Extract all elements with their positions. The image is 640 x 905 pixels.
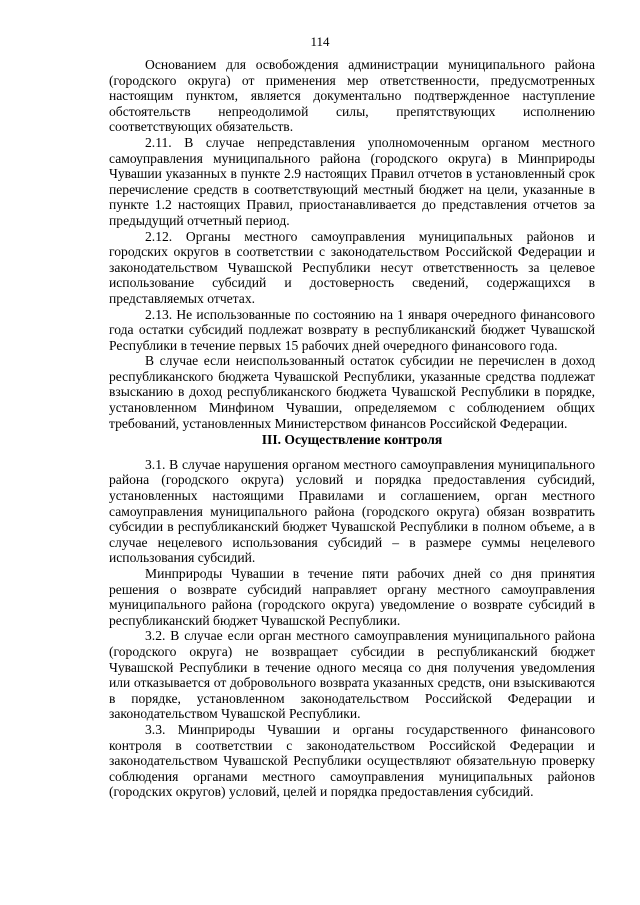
section-heading-control: III. Осуществление контроля (261, 432, 443, 448)
paragraph-3-2: 3.2. В случае если орган местного самоуправления муниципального района (городского округа) не возвращает субсидии в республиканский бюджет Чувашской Республики в течение одного месяца со дня получения уведомления или отказывается от добровольного возврата указанных средств, они взыскиваются в порядке, установленном законодательством Российской Федерации и законодательством Чувашской Республики. (109, 628, 595, 722)
paragraph-unused-balance: В случае если неиспользованный остаток субсидии не перечислен в доход республиканского бюджета Чувашской Республики, указанные средства подлежат взысканию в доход республиканского бюджета Чувашской Республики в порядке, установленном Минфином Чувашии, определяемом с соблюдением общих требований, установленных Министерством финансов Российской Федерации. (109, 353, 595, 431)
paragraph-3-1: 3.1. В случае нарушения органом местного самоуправления муниципального района (городского округа) условий и порядка предоставления субсидий, установленных настоящими Правилами и соглашением, орган местного самоуправления муниципального района (городского округа) обязан возвратить субсидии в республиканский бюджет Чувашской Республики в полном объеме, а в случае нецелевого использования субсидий – в размере суммы нецелевого использования субсидий. (109, 456, 595, 566)
paragraph-2-13: 2.13. Не использованные по состоянию на 1 января очередного финансового года остатки субсидий подлежат возврату в республиканский бюджет Чувашской Республики в течение первых 15 рабочих дней очередного финансового года. (109, 306, 595, 353)
paragraph-2-12: 2.12. Органы местного самоуправления муниципальных районов и городских округов в соответствии с законодательством Российской Федерации и законодательством Чувашской Республики несут ответственность за целевое использование субсидий и достоверность сведений, содержащихся в представляемых отчетах. (109, 228, 595, 306)
paragraph-2-11: 2.11. В случае непредставления уполномоченным органом местного самоуправления муниципального района (городского округа) в Минприроды Чувашии указанных в пункте 2.9 настоящих Правил отчетов в установленный срок перечисление средств в соответствующий местный бюджет на цели, указанные в пункте 1.2 настоящих Правил, приостанавливается до представления отчетов за предыдущий отчетный период. (109, 134, 595, 228)
paragraph-notification: Минприроды Чувашии в течение пяти рабочих дней со дня принятия решения о возврате субсидий направляет органу местного самоуправления муниципального района (городского округа) уведомление о возврате субсидий в республиканский бюджет Чувашской Республики. (109, 566, 595, 628)
paragraph-3-3: 3.3. Минприроды Чувашии и органы государственного финансового контроля в соответствии с законодательством Российской Федерации и законодательством Чувашской Республики осуществляют обязательную проверку соблюдения органами местного самоуправления муниципальных районов (городских округов) условий, целей и порядка предоставления субсидий. (109, 721, 595, 800)
paragraph-force-majeure: Основанием для освобождения администрации муниципального района (городского округа) от применения мер ответственности, предусмотренных настоящим пунктом, является документально подтвержденное наступление обстоятельств непреодолимой силы, препятствующих исполнению соответствующих обязательств. (109, 57, 595, 135)
document-body (109, 57, 595, 800)
page-number: 114 (310, 34, 330, 49)
